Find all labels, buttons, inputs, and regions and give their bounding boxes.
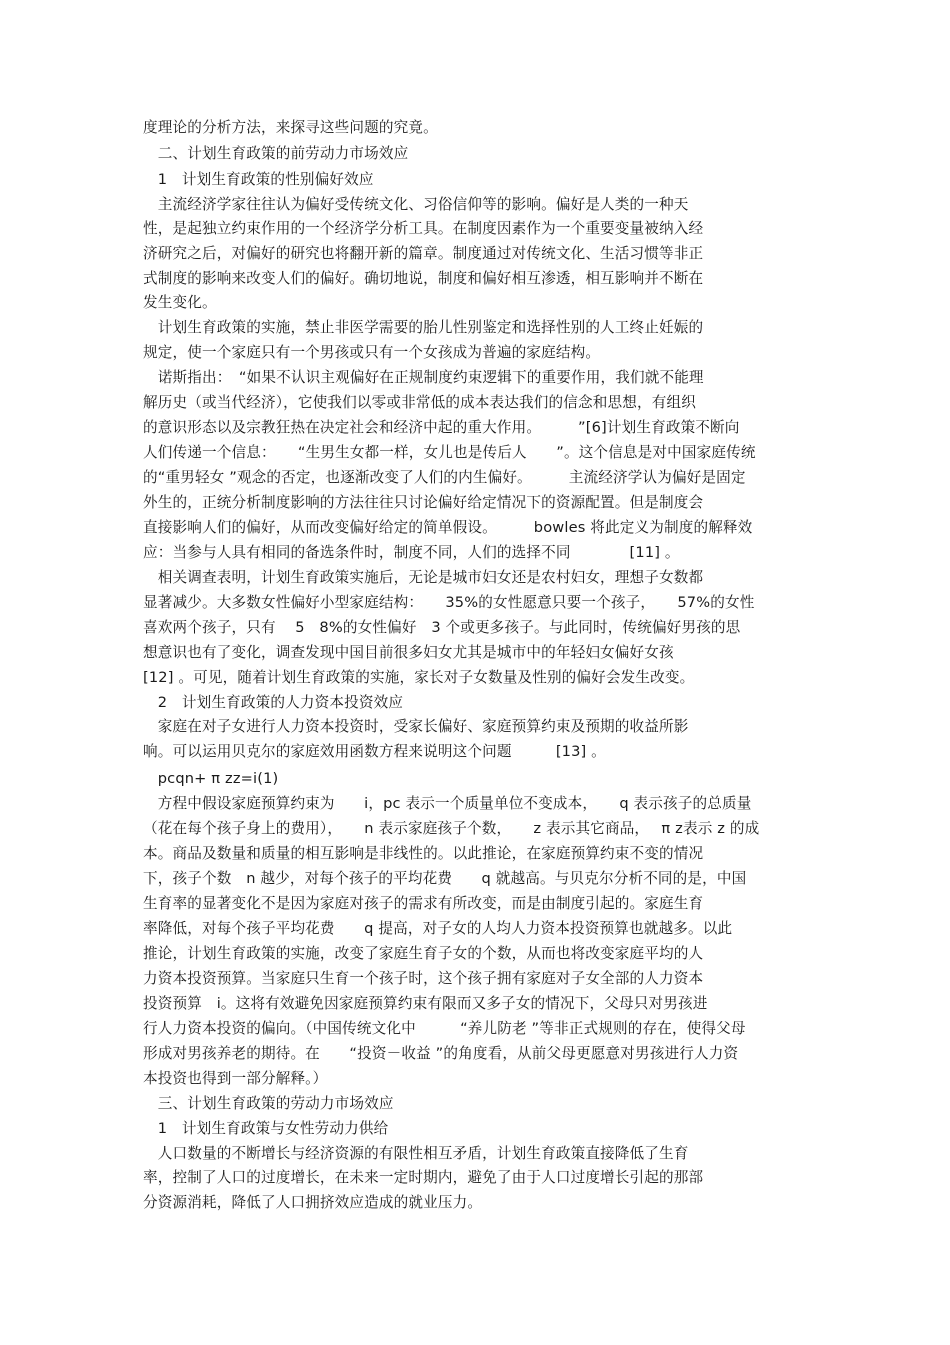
text-line: 人们传递一个信息： “生男生女都一样，女儿也是传后人 ”。这个信息是对中国家庭传统 [143, 444, 756, 461]
text-line: 响。可以运用贝克尔的家庭效用函数方程来说明这个问题 [13] 。 [143, 743, 606, 760]
text-line: 率，控制了人口的过度增长，在未来一定时期内，避免了由于人口过度增长引起的那部 [143, 1169, 704, 1186]
text-line: 方程中假设家庭预算约束为 i，pc 表示一个质量单位不变成本， q 表示孩子的总质量 [143, 795, 752, 812]
text-line: 应：当参与人具有相同的备选条件时，制度不同，人们的选择不同 [11] 。 [143, 544, 680, 561]
text-line: （花在每个孩子身上的费用）， n 表示家庭孩子个数， z 表示其它商品， π z表示 z 的成 [143, 820, 760, 837]
text-line: [12] 。可见，随着计划生育政策的实施，家长对子女数量及性别的偏好会发生改变。 [143, 669, 695, 686]
text-line: 形成对男孩养老的期待。在 “投资－收益 ”的角度看，从前父母更愿意对男孩进行人力资 [143, 1045, 739, 1062]
text-line: 直接影响人们的偏好，从而改变偏好给定的简单假设。 bowles 将此定义为制度的解释效 [143, 519, 753, 536]
text-line: 喜欢两个孩子，只有 5 8%的女性偏好 3 个或更多孩子。与此同时，传统偏好男孩的思 [143, 619, 741, 636]
text-line: 发生变化。 [143, 294, 217, 311]
text-line: 分资源消耗，降低了人口拥挤效应造成的就业压力。 [143, 1194, 483, 1211]
text-line: 本投资也得到一部分解释。） [143, 1070, 328, 1087]
text-line: 显著减少。大多数女性偏好小型家庭结构： 35%的女性愿意只要一个孩子， 57%的女性 [143, 594, 755, 611]
text-line: 想意识也有了变化，调查发现中国目前很多妇女尤其是城市中的年轻妇女偏好女孩 [143, 644, 674, 661]
text-line: 性，是起独立约束作用的一个经济学分析工具。在制度因素作为一个重要变量被纳入经 [143, 220, 704, 237]
text-line: 本。商品及数量和质量的相互影响是非线性的。以此推论，在家庭预算约束不变的情况 [143, 845, 704, 862]
text-line: 度理论的分析方法，来探寻这些问题的究竟。 [143, 119, 438, 136]
text-line: 计划生育政策的实施，禁止非医学需要的胎儿性别鉴定和选择性别的人工终止妊娠的 [143, 319, 704, 336]
section-heading: 三、计划生育政策的劳动力市场效应 [143, 1095, 394, 1112]
text-line: 家庭在对子女进行人力资本投资时，受家长偏好、家庭预算约束及预期的收益所影 [143, 718, 689, 735]
subsection-heading: 1 计划生育政策与女性劳动力供给 [143, 1120, 389, 1137]
text-line: 人口数量的不断增长与经济资源的有限性相互矛盾，计划生育政策直接降低了生育 [143, 1145, 689, 1162]
text-line: 行人力资本投资的偏向。（中国传统文化中 “养儿防老 ”等非正式规则的存在，使得父母 [143, 1020, 746, 1037]
text-line: 诺斯指出： “如果不认识主观偏好在正规制度约束逻辑下的重要作用，我们就不能理 [143, 369, 704, 386]
text-line: 规定，使一个家庭只有一个男孩或只有一个女孩成为普遍的家庭结构。 [143, 344, 601, 361]
text-line: 相关调查表明，计划生育政策实施后，无论是城市妇女还是农村妇女，理想子女数都 [143, 569, 704, 586]
text-line: 生育率的显著变化不是因为家庭对孩子的需求有所改变，而是由制度引起的。家庭生育 [143, 895, 704, 912]
text-line: 式制度的影响来改变人们的偏好。确切地说，制度和偏好相互渗透，相互影响并不断在 [143, 270, 704, 287]
text-line: 力资本投资预算。当家庭只生育一个孩子时，这个孩子拥有家庭对子女全部的人力资本 [143, 970, 704, 987]
text-line: 主流经济学家往往认为偏好受传统文化、习俗信仰等的影响。偏好是人类的一种天 [143, 196, 689, 213]
text-line: 解历史（或当代经济），它使我们以零或非常低的成本表达我们的信念和思想，有组织 [143, 394, 696, 411]
text-line: 的“重男轻女 ”观念的否定，也逐渐改变了人们的内生偏好。 主流经济学认为偏好是固定 [143, 469, 746, 486]
subsection-heading: 1 计划生育政策的性别偏好效应 [143, 171, 374, 188]
text-line: 下，孩子个数 n 越少，对每个孩子的平均花费 q 就越高。与贝克尔分析不同的是，中国 [143, 870, 747, 887]
equation: pcqn+ π zz=i(1) [143, 770, 279, 787]
text-line: 的意识形态以及宗教狂热在决定社会和经济中起的重大作用。 ”[6]计划生育政策不断向 [143, 419, 740, 436]
text-line: 率降低，对每个孩子平均花费 q 提高，对子女的人均人力资本投资预算也就越多。以此 [143, 920, 733, 937]
text-line: 推论，计划生育政策的实施，改变了家庭生育子女的个数，从而也将改变家庭平均的人 [143, 945, 704, 962]
text-line: 外生的，正统分析制度影响的方法往往只讨论偏好给定情况下的资源配置。但是制度会 [143, 494, 704, 511]
subsection-heading: 2 计划生育政策的人力资本投资效应 [143, 694, 404, 711]
section-heading: 二、计划生育政策的前劳动力市场效应 [143, 145, 409, 162]
text-line: 投资预算 i。这将有效避免因家庭预算约束有限而又多子女的情况下，父母只对男孩进 [143, 995, 708, 1012]
text-line: 济研究之后，对偏好的研究也将翻开新的篇章。制度通过对传统文化、生活习惯等非正 [143, 245, 704, 262]
